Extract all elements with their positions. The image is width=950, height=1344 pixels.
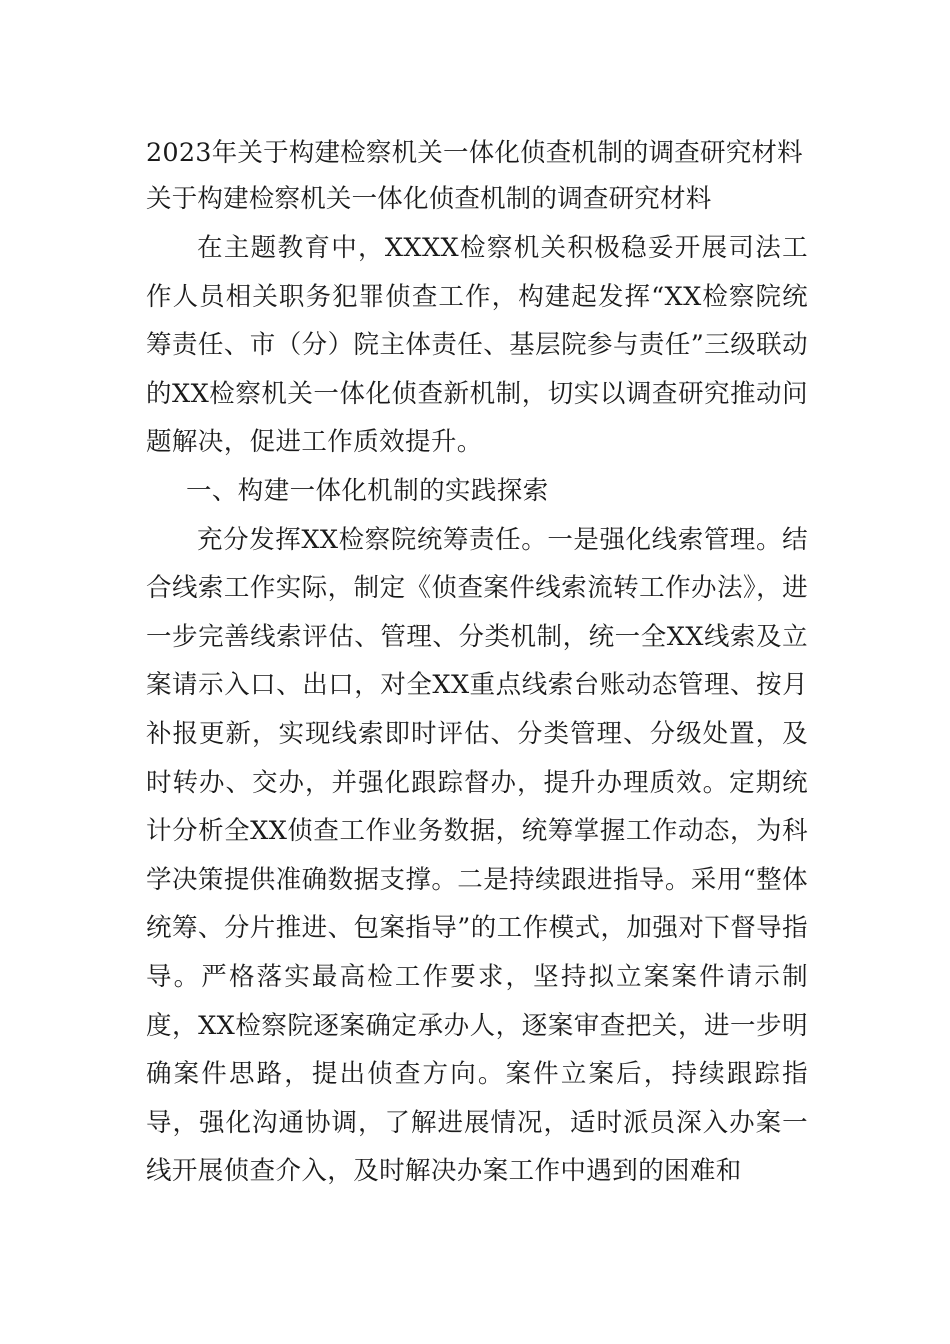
intro-paragraph: 在主题教育中，XXXX检察机关积极稳妥开展司法工作人员相关职务犯罪侦查工作，构建起发挥“XX检察院统筹责任、市（分）院主体责任、基层院参与责任”三级联动的XX检察机关一体化侦查新机制，切实以调查研究推动问题解决，促进工作质效提升。 <box>146 233 808 458</box>
document-subtitle: 关于构建检察机关一体化侦查机制的调查研究材料 <box>146 184 712 214</box>
section-paragraph: 充分发挥XX检察院统筹责任。一是强化线索管理。结合线索工作实际，制定《侦查案件线索流转工作办法》，进一步完善线索评估、管理、分类机制，统一全XX线索及立案请示入口、出口，对全XX重点线索台账动态管理、按月补报更新，实现线索即时评估、分类管理、分级处置，及时转办、交办，并强化跟踪督办，提升办理质效。定期统计分析全XX侦查工作业务数据，统筹掌握工作动态，为科学决策提供准确数据支撑。二是持续跟进指导。采用“整体统筹、分片推进、包案指导”的工作模式，加强对下督导指导。严格落实最高检工作要求，坚持拟立案案件请示制度，XX检察院逐案确定承办人，逐案审查把关，进一步明确案件思路，提出侦查方向。案件立案后，持续跟踪指导，强化沟通协调，了解进展情况，适时派员深入办案一线开展侦查介入，及时解决办案工作中遇到的困难和 <box>146 524 808 1187</box>
document-title: 2023年关于构建检察机关一体化侦查机制的调查研究材料 <box>146 138 803 168</box>
document-body <box>146 130 808 1196</box>
section-heading: 一、构建一体化机制的实践探索 <box>186 475 549 506</box>
